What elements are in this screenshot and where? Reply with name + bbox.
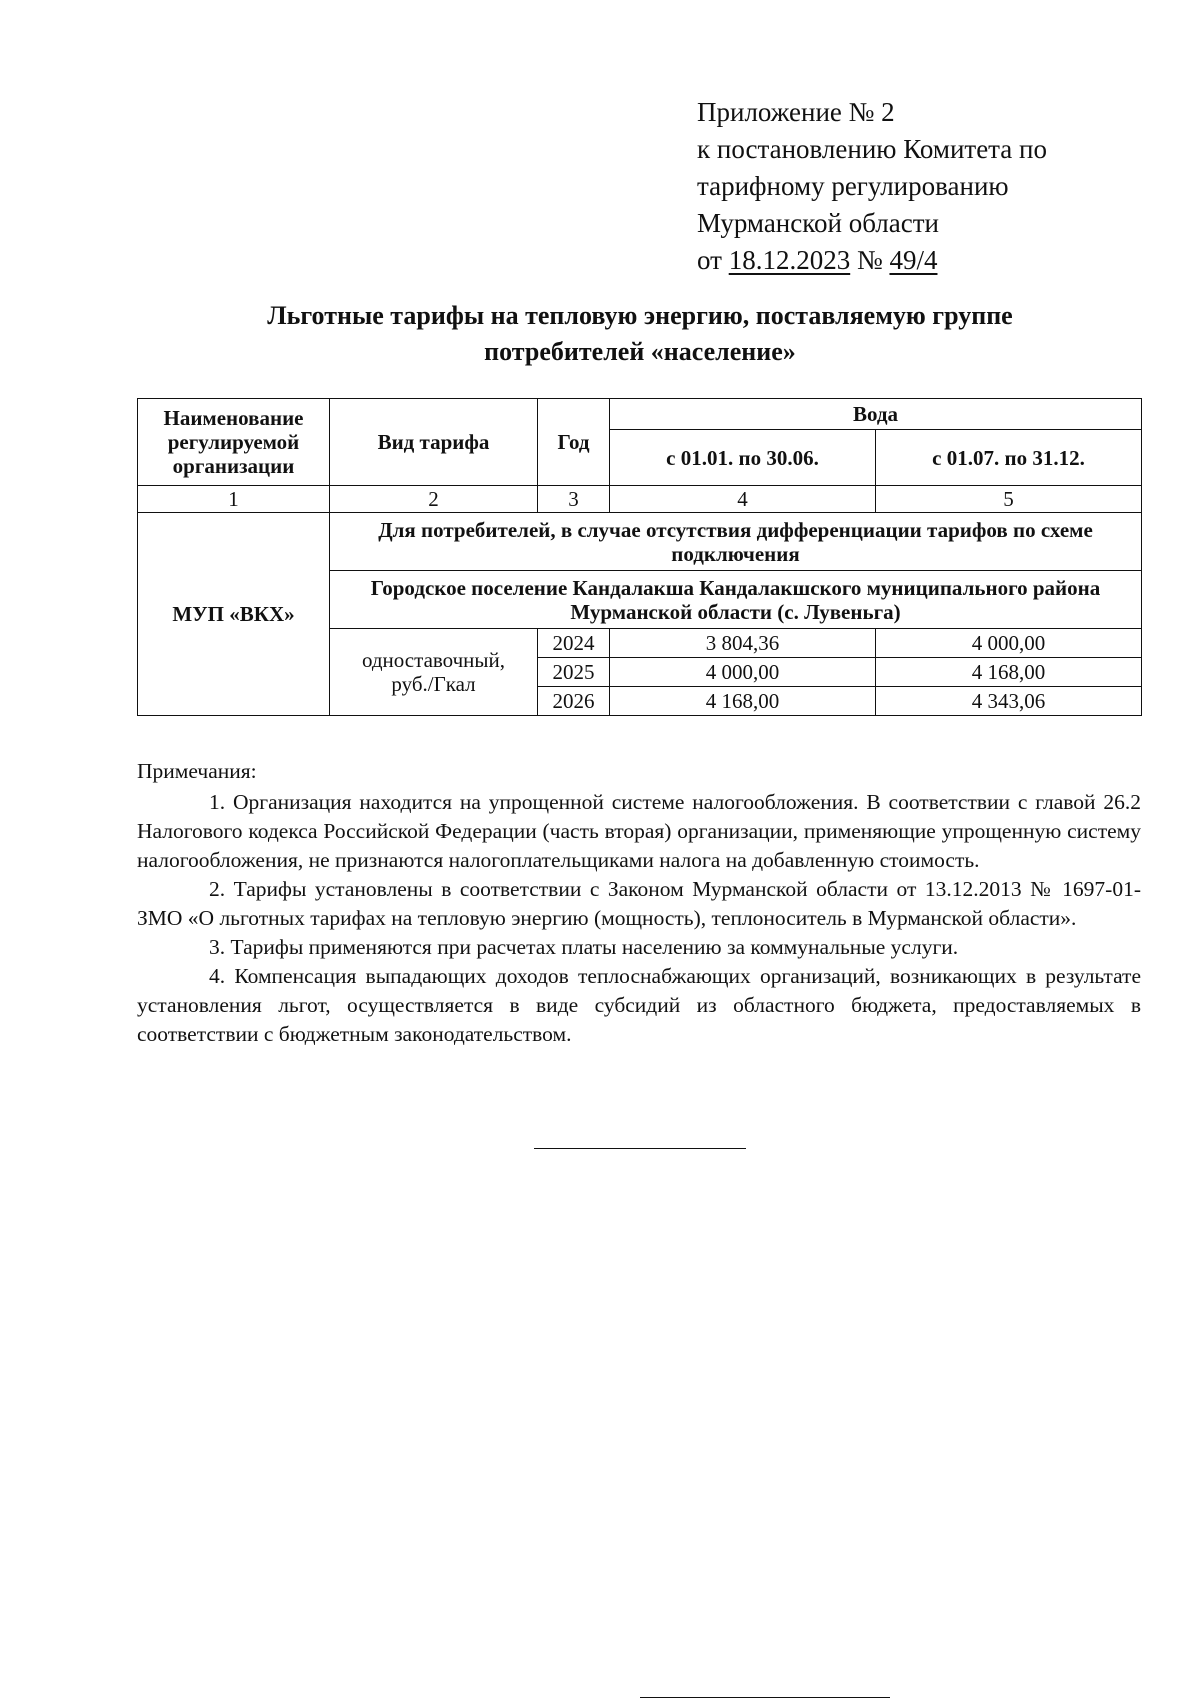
appendix-date: 18.12.2023 xyxy=(728,245,851,275)
header-water: Вода xyxy=(610,399,1142,430)
header-org xyxy=(138,399,330,486)
column-number: 5 xyxy=(876,486,1142,513)
appendix-number: 49/4 xyxy=(889,245,938,275)
note-item: 1. Организация находится на упрощенной системе налогообложения. В соответствии с главой 26.2 Налогового кодекса Российской Федерации (часть вторая) организации, применяющие упрощенную систему налогообложения, не признаются налогоплательщиками налога на добавленную стоимость. xyxy=(137,790,1141,872)
header-period2: с 01.07. по 31.12. xyxy=(876,430,1142,486)
column-number: 2 xyxy=(330,486,538,513)
title-line: потребителей «население» xyxy=(484,337,796,366)
note-item: 3. Тарифы применяются при расчетах платы населению за коммунальные услуги. xyxy=(209,935,959,959)
section-settlement: Городское поселение Кандалакша Кандалакшского муниципального района Мурманской области (с. Лувеньга) xyxy=(330,571,1142,629)
header-org-line: регулируемой xyxy=(167,430,300,454)
row-period1-value: 4 000,00 xyxy=(610,658,876,687)
appendix-date-line xyxy=(697,242,1137,279)
appendix-block xyxy=(697,94,1137,279)
section-consumers: Для потребителей, в случае отсутствия дифференциации тарифов по схеме подключения xyxy=(330,513,1142,571)
row-period1-value: 3 804,36 xyxy=(610,629,876,658)
column-number: 3 xyxy=(538,486,610,513)
header-org-line: организации xyxy=(172,454,295,478)
header-year: Год xyxy=(538,399,610,486)
appendix-line: тарифному регулированию xyxy=(697,171,1009,201)
appendix-line: Мурманской области xyxy=(697,208,939,238)
appendix-line: Приложение № 2 xyxy=(697,97,895,127)
tariff-table xyxy=(137,398,1142,716)
appendix-date-prefix: от xyxy=(697,245,722,275)
header-period1: с 01.01. по 30.06. xyxy=(610,430,876,486)
row-year: 2024 xyxy=(538,629,610,658)
separator-line xyxy=(534,1148,746,1149)
document-title xyxy=(140,298,1140,370)
column-number-row xyxy=(138,486,1142,513)
row-period2-value: 4 168,00 xyxy=(876,658,1142,687)
notes-block xyxy=(137,757,1141,1049)
page-edge-line xyxy=(640,1697,890,1698)
title-line: Льготные тарифы на тепловую энергию, поставляемую группе xyxy=(267,301,1013,330)
notes-heading: Примечания: xyxy=(137,759,257,783)
row-period2-value: 4 000,00 xyxy=(876,629,1142,658)
row-year: 2026 xyxy=(538,687,610,716)
row-period1-value: 4 168,00 xyxy=(610,687,876,716)
header-row xyxy=(138,399,1142,430)
row-year: 2025 xyxy=(538,658,610,687)
header-tariff-type: Вид тарифа xyxy=(330,399,538,486)
organization-name: МУП «ВКХ» xyxy=(138,513,330,716)
appendix-line: к постановлению Комитета по xyxy=(697,134,1047,164)
tariff-label-line: одноставочный, xyxy=(361,648,506,672)
header-org-line: Наименование xyxy=(163,406,304,430)
note-item: 4. Компенсация выпадающих доходов теплоснабжающих организаций, возникающих в результате установления льгот, осуществляется в виде субсидий из областного бюджета, предоставляемых в соответствии с бюджетным законодательством. xyxy=(137,964,1141,1046)
note-item: 2. Тарифы установлены в соответствии с Законом Мурманской области от 13.12.2013 № 1697-01-ЗМО «О льготных тарифах на тепловую энергию (мощность), теплоноситель в Мурманской области». xyxy=(137,877,1141,930)
column-number: 1 xyxy=(138,486,330,513)
row-period2-value: 4 343,06 xyxy=(876,687,1142,716)
tariff-label-line: руб./Гкал xyxy=(391,672,476,696)
tariff-label xyxy=(330,629,538,716)
section-row xyxy=(138,513,1142,571)
appendix-number-sign: № xyxy=(856,245,883,275)
column-number: 4 xyxy=(610,486,876,513)
